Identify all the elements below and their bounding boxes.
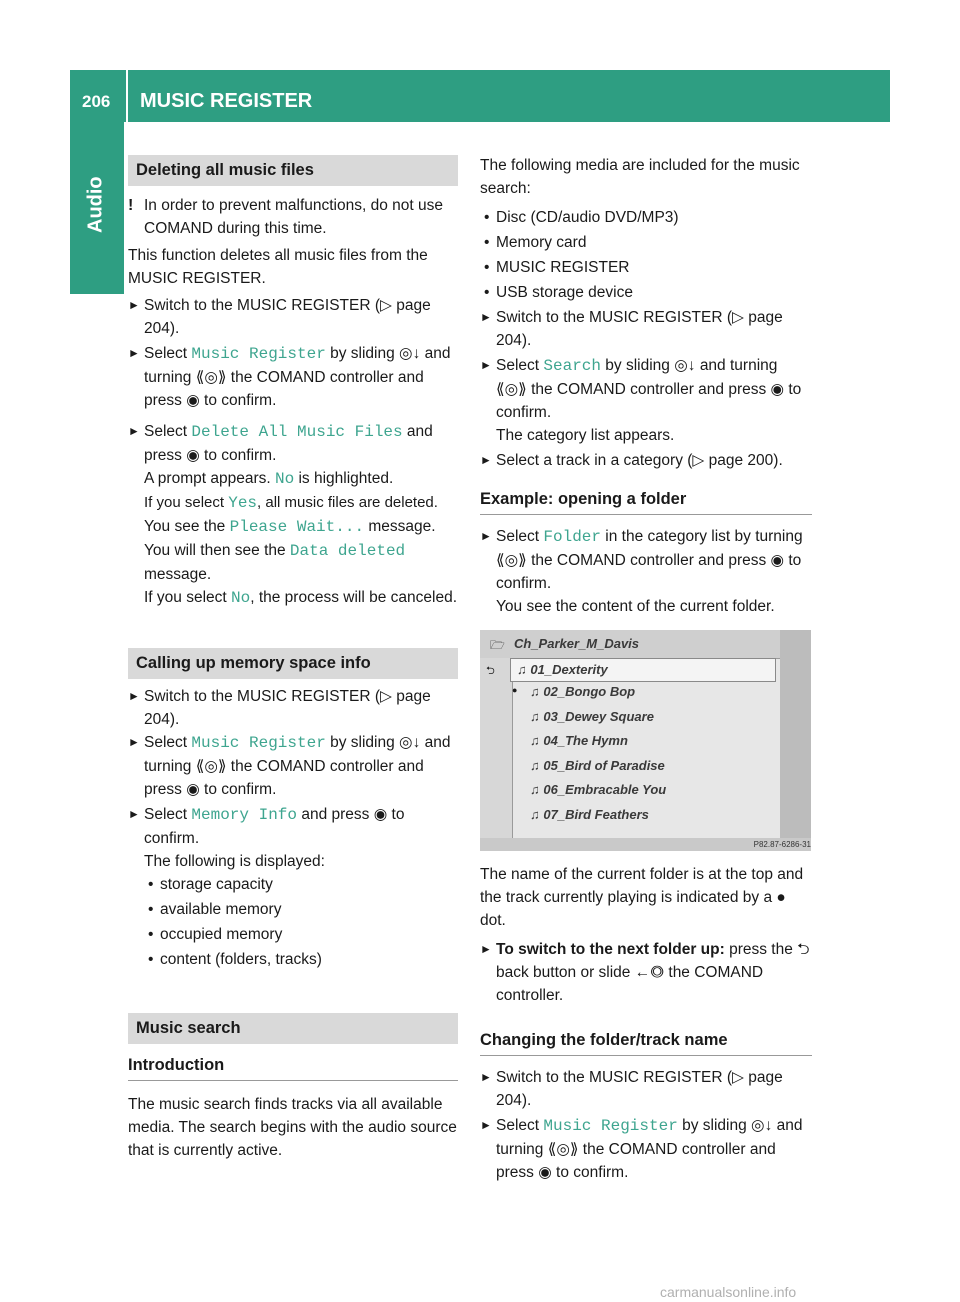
playing-dot-icon: ●	[512, 685, 518, 695]
arrow-icon: ►	[480, 1070, 492, 1084]
paragraph: You will then see the Data deleted message.	[144, 542, 406, 583]
step: ► Select Delete All Music Files and press ◉ to confirm.	[128, 420, 458, 467]
list-item: • available memory	[148, 901, 282, 918]
back-icon: ⮌	[486, 665, 495, 677]
paragraph: A prompt appears. No is highlighted.	[144, 470, 394, 488]
arrow-icon: ►	[128, 689, 140, 703]
track-item[interactable]: ♫ 03_Dewey Square	[530, 709, 654, 724]
step: ► Select Music Register by sliding ◎↓ and turning ⟪◎⟫ the COMAND controller and press ◉ to confirm.	[128, 731, 458, 801]
track-item[interactable]: ♫ 01_Dexterity	[510, 658, 776, 682]
arrow-icon: ►	[480, 453, 492, 467]
page-number: 206	[82, 92, 111, 111]
scrollbar[interactable]	[780, 630, 811, 838]
paragraph: The music search finds tracks via all available media. The search begins with the audio source that is currently active.	[128, 1096, 457, 1159]
step: ► Switch to the MUSIC REGISTER (▷ page 204).	[128, 294, 458, 340]
step: ► Switch to the MUSIC REGISTER (▷ page 204).	[480, 306, 812, 352]
paragraph: If you select No, the process will be canceled.	[144, 589, 457, 607]
arrow-icon: ►	[480, 310, 492, 324]
list-item: • Memory card	[484, 234, 587, 251]
folder-title-bar	[480, 630, 780, 658]
right-column	[480, 154, 812, 618]
subsection-heading: Introduction	[128, 1054, 458, 1081]
right-column-lower	[480, 863, 812, 1184]
list-item: • content (folders, tracks)	[148, 951, 322, 968]
display-text: No	[274, 470, 295, 488]
arrow-icon: ►	[480, 529, 492, 543]
list-item: • USB storage device	[484, 284, 633, 301]
page-title: MUSIC REGISTER	[140, 90, 313, 112]
list-item: • MUSIC REGISTER	[484, 259, 630, 276]
display-text: Please Wait...	[229, 518, 365, 536]
section-heading: Calling up memory space info	[128, 648, 458, 679]
list-item: • storage capacity	[148, 876, 273, 893]
image-code: P82.87-6286-31	[480, 838, 811, 851]
page-header	[70, 70, 890, 122]
arrow-icon: ►	[128, 735, 140, 749]
step: ► To switch to the next folder up: press the ⮌ back button or slide ←◎ the COMAND controller.	[480, 938, 812, 1007]
paragraph: This function deletes all music files from the MUSIC REGISTER.	[128, 247, 428, 287]
step: ► Select Search by sliding ◎↓ and turning ⟪◎⟫ the COMAND controller and press ◉ to confirm.	[480, 354, 812, 424]
paragraph: You see the Please Wait... message.	[144, 518, 436, 536]
arrow-icon: ►	[480, 1118, 492, 1132]
paragraph: The name of the current folder is at the top and the track currently playing is indicated by a ● dot.	[480, 866, 804, 929]
folder-icon: 🗁	[490, 638, 505, 652]
display-text: Memory Info	[191, 806, 298, 824]
arrow-icon: ►	[128, 807, 140, 821]
step: ► Select Folder in the category list by turning ⟪◎⟫ the COMAND controller and press ◉ to confirm.	[480, 525, 812, 595]
step: ► Switch to the MUSIC REGISTER (▷ page 204).	[480, 1066, 812, 1112]
track-item[interactable]: ♫ 04_The Hymn	[530, 733, 628, 748]
comand-screen-image	[480, 630, 811, 851]
arrow-icon: ►	[128, 346, 140, 360]
subsection-heading: Changing the folder/track name	[480, 1029, 812, 1056]
subsection-heading: Example: opening a folder	[480, 488, 812, 515]
track-item[interactable]: ♫ 02_Bongo Bop	[530, 684, 636, 699]
list-item: • Disc (CD/audio DVD/MP3)	[484, 209, 679, 226]
track-item[interactable]: ♫ 07_Bird Feathers	[530, 807, 649, 822]
warning-icon: !	[128, 197, 134, 214]
section-tab-label: Audio	[84, 176, 107, 234]
folder-name: Ch_Parker_M_Davis	[514, 636, 640, 651]
display-text: Delete All Music Files	[191, 423, 403, 441]
list-item: • occupied memory	[148, 926, 283, 943]
arrow-icon: ►	[128, 424, 140, 438]
arrow-icon: ►	[480, 358, 492, 372]
display-text: Yes	[228, 494, 258, 512]
step: ► Select Music Register by sliding ◎↓ and turning ⟪◎⟫ the COMAND controller and press ◉ to confirm.	[480, 1114, 812, 1184]
paragraph: The following is displayed:	[144, 853, 325, 870]
section-heading: Music search	[128, 1013, 458, 1044]
arrow-icon: ►	[480, 942, 492, 956]
step: ► Select Memory Info and press ◉ to confirm.	[128, 803, 458, 850]
paragraph: The category list appears.	[496, 427, 675, 444]
arrow-icon: ►	[128, 298, 140, 312]
left-column	[128, 155, 458, 1162]
display-text: No	[231, 589, 251, 607]
warning-note: ! In order to prevent malfunctions, do not use COMAND during this time.	[128, 194, 458, 240]
track-item[interactable]: ♫ 05_Bird of Paradise	[530, 758, 665, 773]
display-text: Music Register	[191, 734, 326, 752]
step: ► Select a track in a category (▷ page 200).	[480, 449, 812, 472]
paragraph: You see the content of the current folder.	[496, 598, 775, 615]
track-item[interactable]: ♫ 06_Embracable You	[530, 782, 667, 797]
step: ► Select Music Register by sliding ◎↓ and turning ⟪◎⟫ the COMAND controller and press ◉ to confirm.	[128, 342, 458, 412]
display-text: Music Register	[191, 345, 326, 363]
display-text: Data deleted	[289, 542, 406, 560]
display-text: Folder	[543, 528, 601, 546]
section-heading: Deleting all music files	[128, 155, 458, 186]
display-text: Music Register	[543, 1117, 678, 1135]
step: ► Switch to the MUSIC REGISTER (▷ page 204).	[128, 685, 458, 731]
display-text: Search	[543, 357, 601, 375]
paragraph: The following media are included for the music search:	[480, 157, 800, 197]
header-divider	[126, 70, 128, 122]
paragraph: If you select Yes, all music files are deleted.	[144, 494, 438, 512]
watermark: carmanualsonline.info	[660, 1284, 797, 1300]
